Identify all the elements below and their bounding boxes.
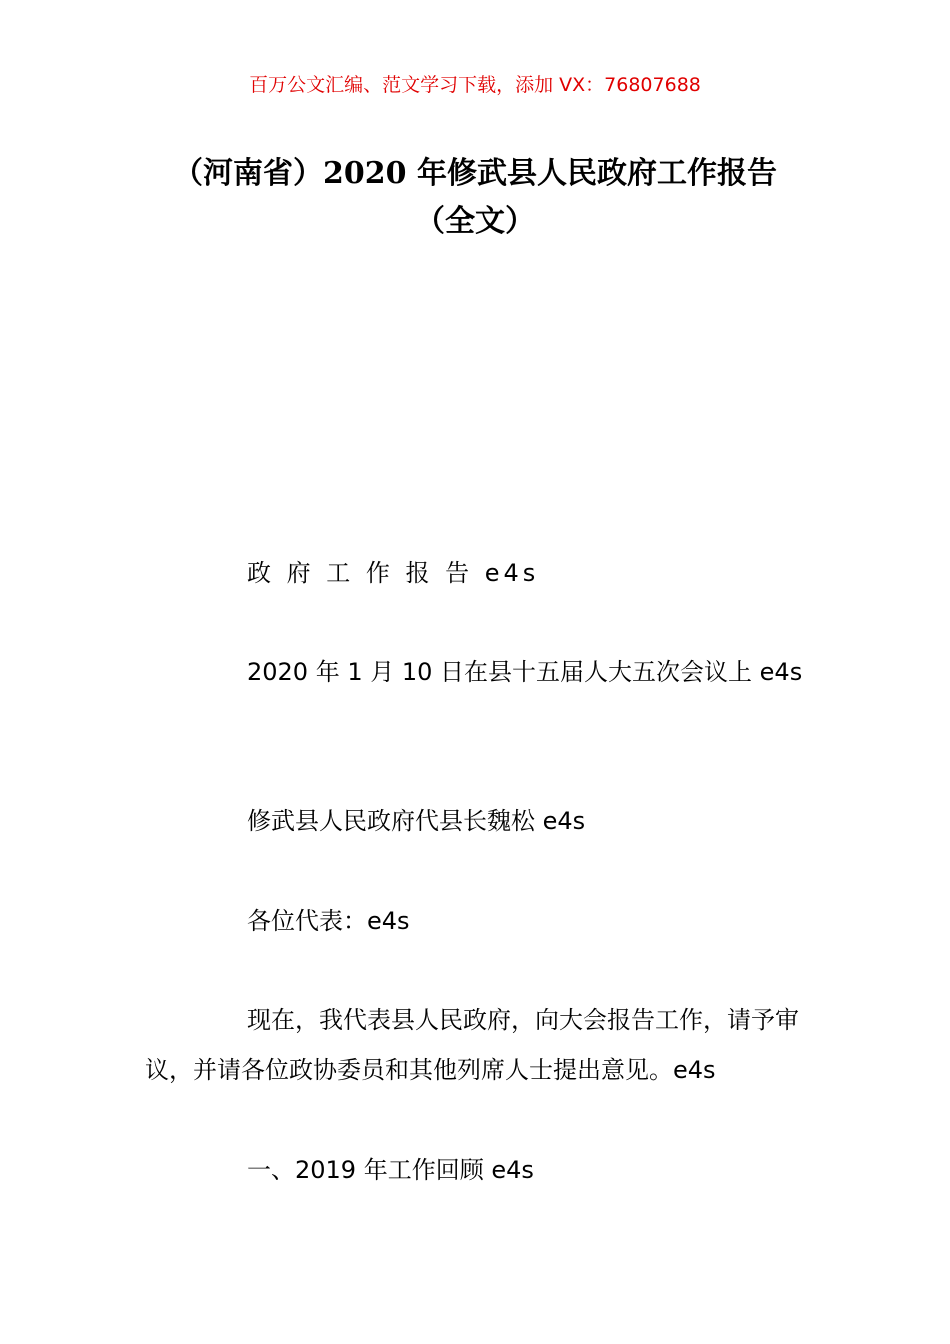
header-promo-note: 百万公文汇编、范文学习下载，添加 VX：76807688 <box>249 74 701 96</box>
report-heading-paragraph: 政 府 工 作 报 告 e4s <box>247 559 540 587</box>
speaker-paragraph: 修武县人民政府代县长魏松 e4s <box>247 807 586 835</box>
document-title: （河南省）2020 年修武县人民政府工作报告（全文） <box>173 156 777 239</box>
meeting-date-paragraph: 2020 年 1 月 10 日在县十五届人大五次会议上 e4s <box>247 658 803 686</box>
salutation-paragraph: 各位代表：e4s <box>247 907 410 935</box>
section-heading-paragraph: 一、2019 年工作回顾 e4s <box>247 1156 534 1184</box>
intro-paragraph: 现在，我代表县人民政府，向大会报告工作，请予审议，并请各位政协委员和其他列席人士提出意见。e4s <box>145 1006 799 1084</box>
